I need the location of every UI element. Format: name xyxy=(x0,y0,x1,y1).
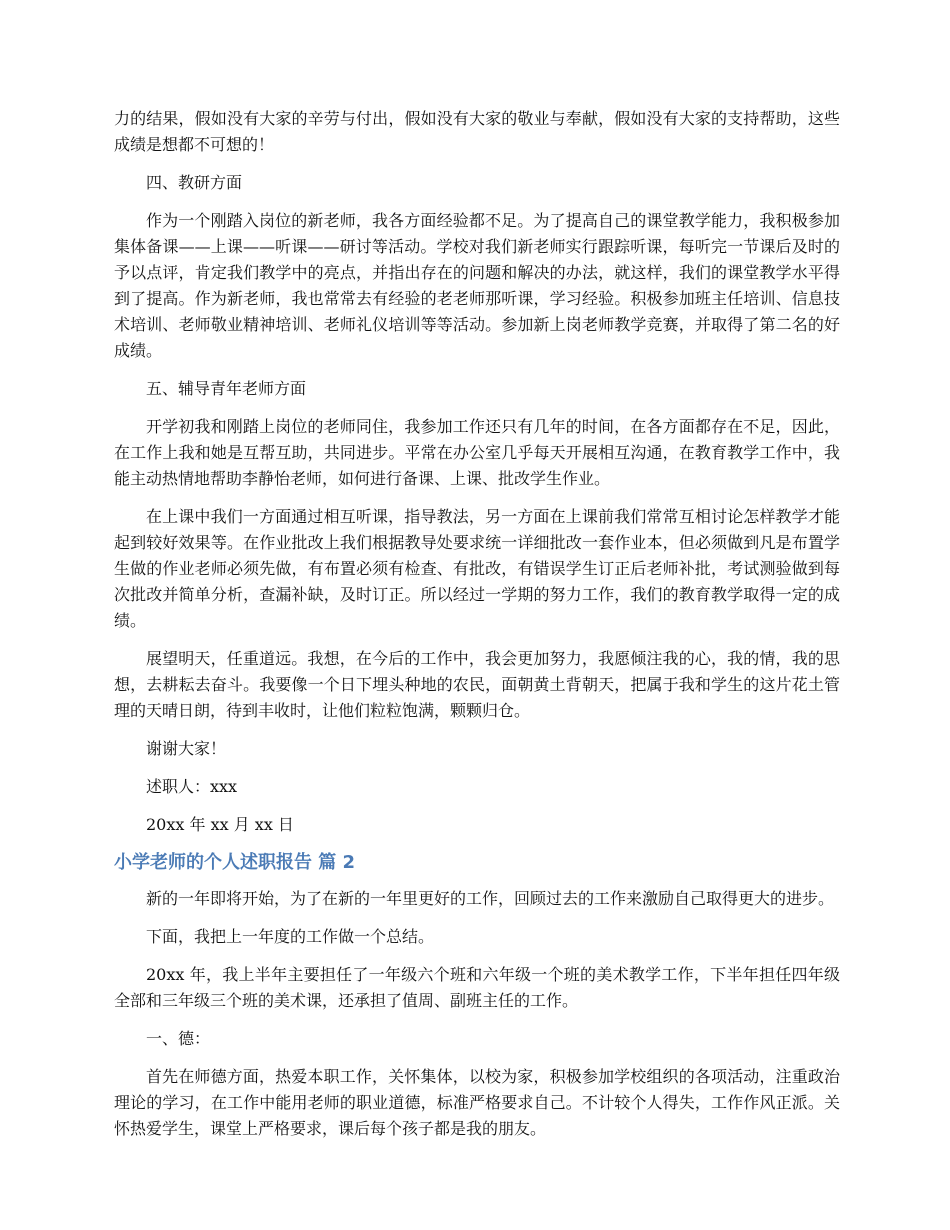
article-title: 小学老师的个人述职报告 篇 2 xyxy=(114,852,356,873)
article2-paragraph-1: 新的一年即将开始，为了在新的一年里更好的工作，回顾过去的工作来激励自己取得更大的进步。 xyxy=(146,889,835,908)
thanks-line: 谢谢大家！ xyxy=(146,739,227,758)
section-heading-mentoring: 五、辅导青年老师方面 xyxy=(146,379,307,398)
mentoring-paragraph-2: 在上课中我们一方面通过相互听课，指导教法，另一方面在上课前我们常常互相讨论怎样教学才能起到较好效果等。在作业批改上我们根据教导处要求统一详细批改一套作业本，但必须做到凡是布置学生做的作业老师必须先做，有布置必须有检查、有批改，有错误学生订正后老师补批，考试测验做到每次批改并简单分析，查漏补缺，及时订正。所以经过一学期的努力工作，我们的教育教学取得一定的成绩。 xyxy=(114,507,840,630)
article2-paragraph-4: 首先在师德方面，热爱本职工作，关怀集体，以校为家，积极参加学校组织的各项活动，注重政治理论的学习，在工作中能用老师的职业道德，标准严格要求自己。不计较个人得失，工作作风正派。关怀热爱学生，课堂上严格要求，课后每个孩子都是我的朋友。 xyxy=(114,1067,840,1138)
article2-paragraph-2: 下面，我把上一年度的工作做一个总结。 xyxy=(146,927,435,946)
section-heading-morality: 一、德： xyxy=(146,1029,211,1048)
mentoring-paragraph-1: 开学初我和刚踏上岗位的老师同住，我参加工作还只有几年的时间，在各方面都存在不足，因此，在工作上我和她是互帮互助，共同进步。平常在办公室几乎每天开展相互沟通，在教育教学工作中，我能主动热情地帮助李静怡老师，如何进行备课、上课、批改学生作业。 xyxy=(114,417,840,488)
outlook-paragraph: 展望明天，任重道远。我想，在今后的工作中，我会更加努力，我愿倾注我的心，我的情，我的思想，去耕耘去奋斗。我要像一个日下埋头种地的农民，面朝黄土背朝天，把属于我和学生的这片花土管理的天晴日朗，待到丰收时，让他们粒粒饱满，颗颗归仓。 xyxy=(114,649,840,720)
reporter-line: 述职人：xxx xyxy=(146,777,238,796)
document-page xyxy=(114,106,840,1154)
continuation-paragraph: 力的结果，假如没有大家的辛劳与付出，假如没有大家的敬业与奉献，假如没有大家的支持帮助，这些成绩是想都不可想的！ xyxy=(114,109,840,154)
research-paragraph: 作为一个刚踏入岗位的新老师，我各方面经验都不足。为了提高自己的课堂教学能力，我积极参加集体备课——上课——听课——研讨等活动。学校对我们新老师实行跟踪听课，每听完一节课后及时的予以点评，肯定我们教学中的亮点，并指出存在的问题和解决的办法，就这样，我们的课堂教学水平得到了提高。作为新老师，我也常常去有经验的老老师那听课，学习经验。积极参加班主任培训、信息技术培训、老师敬业精神培训、老师礼仪培训等等活动。参加新上岗老师教学竞赛，并取得了第二名的好成绩。 xyxy=(114,211,840,360)
section-heading-research: 四、教研方面 xyxy=(146,173,243,192)
article2-paragraph-3: 20xx 年，我上半年主要担任了一年级六个班和六年级一个班的美术教学工作，下半年担任四年级全部和三年级三个班的美术课，还承担了值周、副班主任的工作。 xyxy=(114,965,840,1010)
date-line: 20xx 年 xx 月 xx 日 xyxy=(146,815,294,834)
